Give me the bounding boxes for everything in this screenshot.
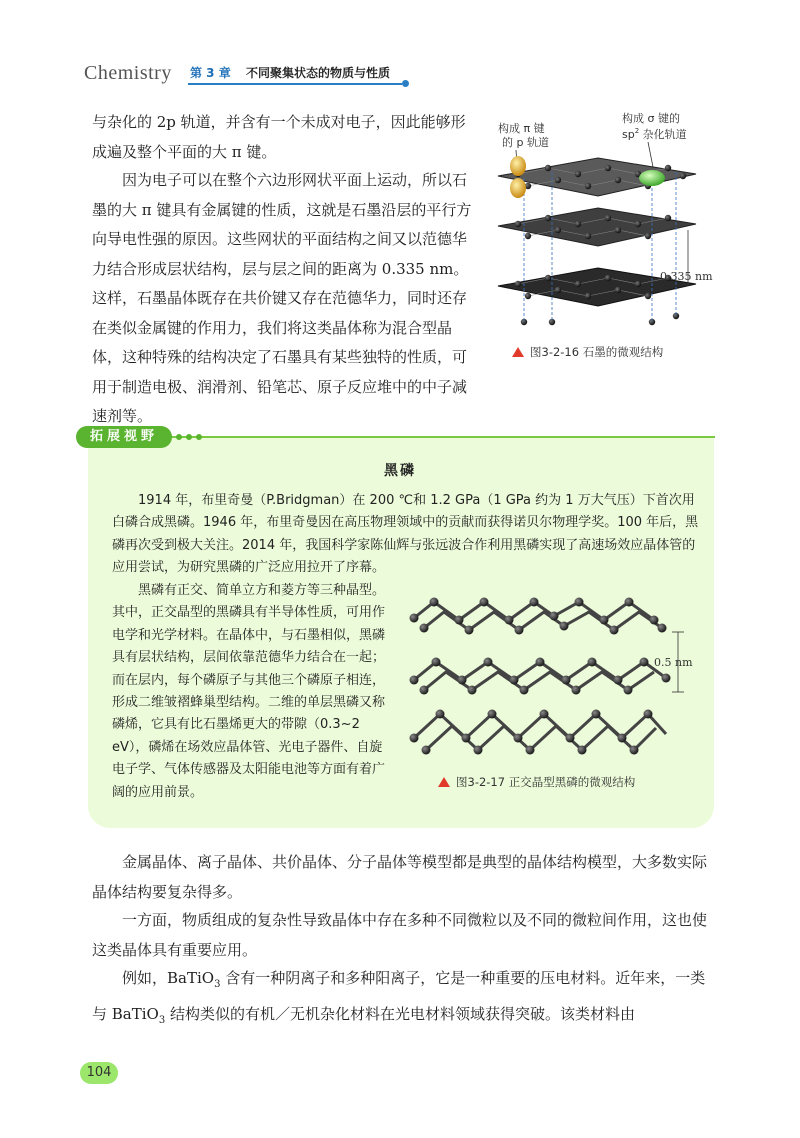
page-number: 104 bbox=[80, 1062, 118, 1084]
chapter-number: 第 3 章 bbox=[190, 66, 231, 80]
extended-paragraph-1 bbox=[112, 490, 702, 580]
header-rule bbox=[188, 83, 402, 85]
graphite-structure-diagram bbox=[488, 108, 713, 338]
paragraph-5-part-b: 含有一种阴离子和多种阳离子，它是一种重要的压电材料。近年来，一类与 BaTiO bbox=[92, 969, 706, 1023]
black-phosphorus-diagram bbox=[404, 588, 704, 766]
extended-paragraph-1-text: 1914 年，布里奇曼（P.Bridgman）在 200 ℃和 1.2 GPa（1 GPa 约为 1 万大气压）下首次用白磷合成黑磷。1946 年，布里奇曼因在高压物理领域中的贡献而获得诺贝尔物理学奖。100 年后，黑磷再次受到极大关注。2014 年，我国科学家陈仙辉与张远波合作利用黑磷实现了高速场效应晶体管的应用尝试，为研究黑磷的广泛应用拉开了序幕。 bbox=[112, 493, 699, 576]
paragraph-1: 与杂化的 2p 轨道，并含有一个未成对电子，因此能够形成遍及整个平面的大 π 键。 bbox=[92, 113, 466, 161]
caption-triangle-icon bbox=[438, 777, 450, 787]
badge-dot bbox=[176, 434, 182, 440]
black-phosphorus-figure bbox=[404, 588, 704, 766]
badge-dot bbox=[186, 434, 192, 440]
graphite-figure-caption bbox=[512, 344, 663, 360]
badge-dot bbox=[196, 434, 202, 440]
paragraph-2-text: 因为电子可以在整个六边形网状平面上运动，所以石墨的大 π 键具有金属键的性质，这就是石墨沿层的平行方向导电性强的原因。这些网状的平面结构之间又以范德华力结合形成层状结构，层与层之间的距离为 0.335 nm。这样，石墨晶体既存在共价键又存在范德华力，同时还存在类似金属键的作用力，我们将这类晶体称为混合型晶体，这种特殊的结构决定了石墨具有某些独特的性质，可用于制造电极、润滑剂、铅笔芯、原子反应堆中的中子减速剂等。 bbox=[92, 171, 472, 425]
paragraph-5-part-a: 例如，BaTiO bbox=[122, 969, 215, 987]
paragraph-5 bbox=[92, 964, 716, 1035]
extended-vision-rule bbox=[88, 436, 715, 438]
caption-triangle-icon bbox=[512, 347, 524, 357]
sigma-label-line2: $sp^2$ 杂化轨道 bbox=[622, 127, 687, 141]
paragraph-4 bbox=[92, 906, 716, 965]
phosphorus-distance-label: 0.5 nm bbox=[654, 656, 693, 669]
extended-heading: 黑磷 bbox=[384, 463, 416, 479]
p-orbital-top bbox=[510, 156, 526, 176]
extended-vision-badge: 拓展视野 bbox=[76, 426, 172, 448]
graphite-caption-text: 图3-2-16 石墨的微观结构 bbox=[530, 345, 664, 359]
sp2-orbital bbox=[639, 170, 665, 186]
paragraph-3 bbox=[92, 848, 716, 907]
paragraph-4-text: 一方面，物质组成的复杂性导致晶体中存在多种不同微粒以及不同的微粒间作用，这也使这类晶体具有重要应用。 bbox=[92, 911, 708, 959]
paragraph-3-text: 金属晶体、离子晶体、共价晶体、分子晶体等模型都是典型的晶体结构模型，大多数实际晶体结构要复杂得多。 bbox=[92, 853, 708, 901]
sigma-label-line1: 构成 σ 键的 bbox=[622, 112, 680, 125]
subscript-3: 3 bbox=[158, 1014, 166, 1026]
subscript-3: 3 bbox=[214, 979, 221, 990]
p-orbital-bottom bbox=[510, 178, 526, 198]
black-phosphorus-caption bbox=[438, 774, 635, 790]
graphite-distance-label: 0.335 nm bbox=[660, 270, 713, 283]
pi-label-line2: 的 p 轨道 bbox=[502, 136, 549, 149]
paragraph-2 bbox=[92, 166, 474, 432]
black-phosphorus-caption-text: 图3-2-17 正交晶型黑磷的微观结构 bbox=[456, 775, 636, 789]
chapter-title: 不同聚集状态的物质与性质 bbox=[246, 66, 391, 80]
pi-label-line1: 构成 π 键 bbox=[498, 122, 545, 135]
extended-paragraph-2 bbox=[112, 580, 394, 804]
header-brand: Chemistry bbox=[84, 62, 172, 84]
header-rule-dot bbox=[402, 80, 409, 87]
extended-paragraph-2-text: 黑磷有正交、简单立方和菱方等三种晶型。其中，正交晶型的黑磷具有半导体性质，可用作电学和光学材料。在晶体中，与石墨相似，黑磷具有层状结构，层间依靠范德华力结合在一起；而在层内，每个磷原子与其他三个磷原子相连，形成二维皱褶蜂巢型结构。二维的单层黑磷又称磷烯，它具有比石墨烯更大的带隙（0.3~2 eV），磷烯在场效应晶体管、光电子器件、自旋电子学、气体传感器及太阳能电池等方面有着广阔的应用前景。 bbox=[112, 583, 386, 800]
graphite-structure-figure bbox=[488, 108, 713, 338]
paragraph-5-part-c: 结构类似的有机／无机杂化材料在光电材料领域获得突破。该类材料由 bbox=[165, 1004, 635, 1023]
